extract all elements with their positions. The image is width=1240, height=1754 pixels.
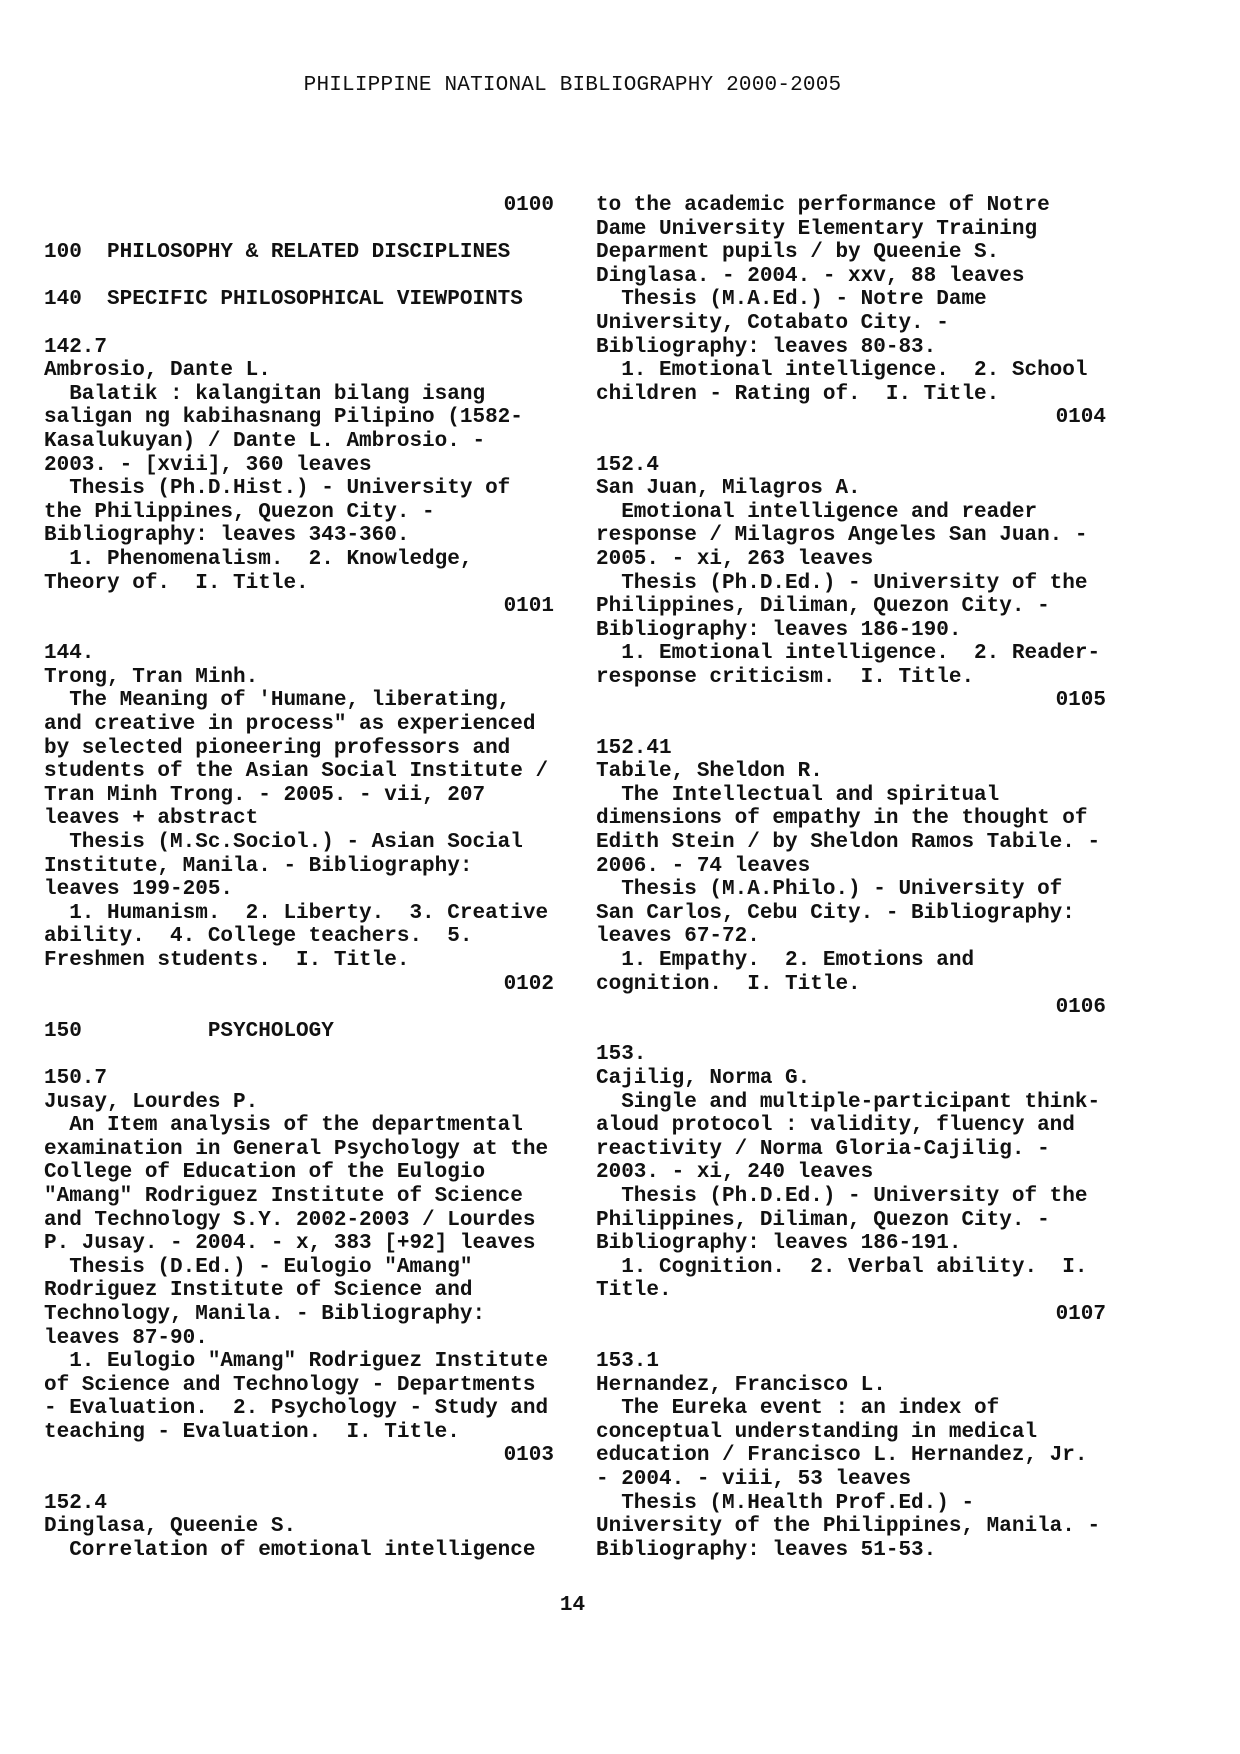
text-line: Dinglasa. - 2004. - xxv, 88 leaves xyxy=(596,264,1025,288)
text-line: 150.7 xyxy=(44,1066,108,1090)
text-line: Jusay, Lourdes P. xyxy=(44,1090,259,1114)
text-line: cognition. I. Title. xyxy=(596,972,861,996)
text-line: Thesis (Ph.D.Hist.) - University of xyxy=(44,477,511,501)
text-line: University, Cotabato City. - xyxy=(596,311,949,335)
page-header: PHILIPPINE NATIONAL BIBLIOGRAPHY 2000-2005 xyxy=(303,74,842,97)
text-line: Thesis (M.A.Ed.) - Notre Dame xyxy=(596,288,987,312)
text-line: Bibliography: leaves 343-360. xyxy=(44,524,410,548)
text-line: 1. Emotional intelligence. 2. Reader- xyxy=(596,642,1101,666)
text-line: - Evaluation. 2. Psychology - Study and xyxy=(44,1397,549,1421)
text-line: dimensions of empathy in the thought of xyxy=(596,807,1088,831)
text-line: leaves 67-72. xyxy=(596,925,760,949)
right-column xyxy=(596,194,1106,1562)
text-line xyxy=(44,265,554,289)
text-line: Single and multiple-participant think- xyxy=(596,1090,1101,1114)
text-line: reactivity / Norma Gloria-Cajilig. - xyxy=(596,1137,1050,1161)
text-line: 2003. - [xvii], 360 leaves xyxy=(44,453,372,477)
text-line: San Carlos, Cebu City. - Bibliography: xyxy=(596,901,1075,925)
text-line: Rodriguez Institute of Science and xyxy=(44,1279,473,1303)
text-line: leaves 87-90. xyxy=(44,1326,208,1350)
text-line: aloud protocol : validity, fluency and xyxy=(596,1114,1075,1138)
text-line: 153. xyxy=(596,1043,647,1067)
text-line xyxy=(44,1468,554,1492)
record-number: 0104 xyxy=(1055,406,1106,430)
text-line: 152.4 xyxy=(596,453,660,477)
text-line: of Science and Technology - Departments xyxy=(44,1373,536,1397)
text-line: 1. Phenomenalism. 2. Knowledge, xyxy=(44,547,473,571)
text-line: 150 PSYCHOLOGY xyxy=(44,1019,334,1043)
text-line: Philippines, Diliman, Quezon City. - xyxy=(596,595,1050,619)
text-line: the Philippines, Quezon City. - xyxy=(44,500,435,524)
text-line: Bibliography: leaves 186-191. xyxy=(596,1232,962,1256)
text-line xyxy=(44,619,554,643)
text-line: 2003. - xi, 240 leaves xyxy=(596,1161,874,1185)
text-line xyxy=(596,1020,1106,1044)
text-line: The Meaning of 'Humane, liberating, xyxy=(44,689,511,713)
text-line: Kasalukuyan) / Dante L. Ambrosio. - xyxy=(44,429,486,453)
text-line: saligan ng kabihasnang Pilipino (1582- xyxy=(44,406,523,430)
text-line xyxy=(44,218,554,242)
text-line: education / Francisco L. Hernandez, Jr. xyxy=(596,1444,1088,1468)
text-line: Hernandez, Francisco L. xyxy=(596,1373,886,1397)
text-line xyxy=(596,713,1106,737)
text-line: - 2004. - viii, 53 leaves xyxy=(596,1468,912,1492)
record-number: 0103 xyxy=(503,1444,554,1468)
record-number: 0107 xyxy=(1055,1302,1106,1326)
text-line: response / Milagros Angeles San Juan. - xyxy=(596,524,1088,548)
text-line: 2005. - xi, 263 leaves xyxy=(596,547,874,571)
text-line: Tabile, Sheldon R. xyxy=(596,760,823,784)
record-number: 0105 xyxy=(1055,689,1106,713)
text-line: 140 SPECIFIC PHILOSOPHICAL VIEWPOINTS xyxy=(44,288,523,312)
text-line: 144. xyxy=(44,642,95,666)
text-line: Thesis (Ph.D.Ed.) - University of the xyxy=(596,1184,1088,1208)
text-line: and creative in process" as experienced xyxy=(44,713,536,737)
text-line: Dinglasa, Queenie S. xyxy=(44,1515,297,1539)
text-line: Edith Stein / by Sheldon Ramos Tabile. - xyxy=(596,831,1101,855)
text-line: Bibliography: leaves 186-190. xyxy=(596,618,962,642)
text-line: by selected pioneering professors and xyxy=(44,736,511,760)
text-line xyxy=(596,430,1106,454)
text-line: Tran Minh Trong. - 2005. - vii, 207 xyxy=(44,783,486,807)
text-line: An Item analysis of the departmental xyxy=(44,1114,523,1138)
text-line: Thesis (M.A.Philo.) - University of xyxy=(596,878,1063,902)
text-line: P. Jusay. - 2004. - x, 383 [+92] leaves xyxy=(44,1232,536,1256)
record-number: 0102 xyxy=(503,972,554,996)
text-line: Trong, Tran Minh. xyxy=(44,665,259,689)
text-line xyxy=(44,312,554,336)
record-number: 0101 xyxy=(503,595,554,619)
text-line: Balatik : kalangitan bilang isang xyxy=(44,382,486,406)
text-line: San Juan, Milagros A. xyxy=(596,477,861,501)
text-line: 152.4 xyxy=(44,1491,108,1515)
text-line: Correlation of emotional intelligence xyxy=(44,1538,536,1562)
text-line: Thesis (M.Sc.Sociol.) - Asian Social xyxy=(44,831,523,855)
text-line: College of Education of the Eulogio xyxy=(44,1161,486,1185)
text-line xyxy=(44,1043,554,1067)
left-column xyxy=(44,194,554,1562)
text-line: Cajilig, Norma G. xyxy=(596,1066,811,1090)
text-line: Philippines, Diliman, Quezon City. - xyxy=(596,1208,1050,1232)
text-line: response criticism. I. Title. xyxy=(596,665,975,689)
text-line: Bibliography: leaves 80-83. xyxy=(596,335,937,359)
text-line: Title. xyxy=(596,1279,672,1303)
text-line: Freshmen students. I. Title. xyxy=(44,949,410,972)
text-line: 153.1 xyxy=(596,1350,660,1374)
text-line: conceptual understanding in medical xyxy=(596,1420,1038,1444)
text-line: Technology, Manila. - Bibliography: xyxy=(44,1302,486,1326)
text-line: leaves 199-205. xyxy=(44,878,234,902)
text-line: Institute, Manila. - Bibliography: xyxy=(44,854,473,878)
text-line: leaves + abstract xyxy=(44,807,259,831)
text-line: 152.41 xyxy=(596,736,672,760)
text-line: The Intellectual and spiritual xyxy=(596,783,1000,807)
text-line: Thesis (Ph.D.Ed.) - University of the xyxy=(596,571,1088,595)
text-line xyxy=(44,996,554,1020)
text-line: Deparment pupils / by Queenie S. xyxy=(596,241,1000,265)
record-number: 0100 xyxy=(503,194,554,217)
page-number: 14 xyxy=(559,1594,586,1617)
text-line: 1. Cognition. 2. Verbal ability. I. xyxy=(596,1255,1088,1279)
text-line: Thesis (M.Health Prof.Ed.) - xyxy=(596,1491,975,1515)
text-line: Dame University Elementary Training xyxy=(596,217,1038,241)
text-line: children - Rating of. I. Title. xyxy=(596,382,1000,406)
text-line: Bibliography: leaves 51-53. xyxy=(596,1538,937,1562)
text-line: 100 PHILOSOPHY & RELATED DISCIPLINES xyxy=(44,241,511,265)
text-line: 2006. - 74 leaves xyxy=(596,854,811,878)
record-number: 0106 xyxy=(1055,996,1106,1020)
text-line: teaching - Evaluation. I. Title. xyxy=(44,1420,460,1444)
text-line: Theory of. I. Title. xyxy=(44,571,309,595)
text-line: 1. Emotional intelligence. 2. School xyxy=(596,359,1088,383)
text-line xyxy=(596,1327,1106,1351)
text-line: students of the Asian Social Institute / xyxy=(44,760,549,784)
text-line: The Eureka event : an index of xyxy=(596,1397,1000,1421)
text-line: to the academic performance of Notre xyxy=(596,194,1050,217)
text-line: 1. Eulogio "Amang" Rodriguez Institute xyxy=(44,1350,549,1374)
text-line: 142.7 xyxy=(44,335,108,359)
text-line: Thesis (D.Ed.) - Eulogio "Amang" xyxy=(44,1255,473,1279)
text-line: and Technology S.Y. 2002-2003 / Lourdes xyxy=(44,1208,536,1232)
text-line: University of the Philippines, Manila. - xyxy=(596,1515,1101,1539)
text-line: 1. Empathy. 2. Emotions and xyxy=(596,949,975,972)
text-line: Emotional intelligence and reader xyxy=(596,500,1038,524)
text-line: ability. 4. College teachers. 5. xyxy=(44,925,473,949)
text-line: Ambrosio, Dante L. xyxy=(44,359,271,383)
text-line: "Amang" Rodriguez Institute of Science xyxy=(44,1184,523,1208)
text-line: examination in General Psychology at the xyxy=(44,1137,549,1161)
text-line: 1. Humanism. 2. Liberty. 3. Creative xyxy=(44,901,549,925)
